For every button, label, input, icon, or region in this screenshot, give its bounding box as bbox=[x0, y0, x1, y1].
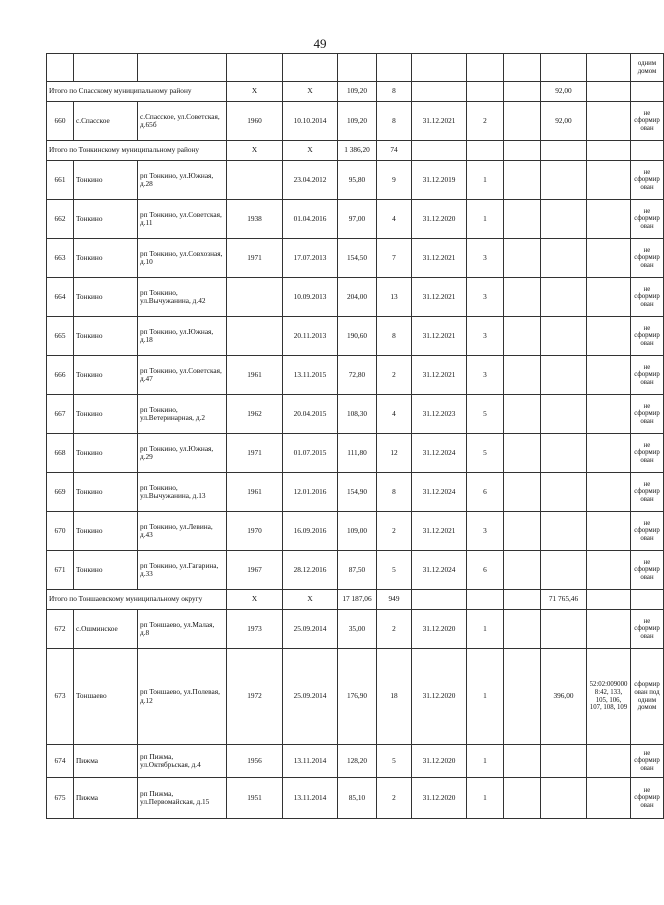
cell-note: одним домом bbox=[631, 54, 664, 82]
page-number: 49 bbox=[313, 36, 327, 51]
cell-people: 5 bbox=[377, 551, 412, 590]
cell-year: X bbox=[227, 141, 283, 161]
cell-land-area: 92,00 bbox=[541, 102, 587, 141]
table-row bbox=[47, 239, 664, 278]
cell-empty bbox=[504, 161, 541, 200]
cell-empty bbox=[504, 473, 541, 512]
cell-area: 128,20 bbox=[338, 745, 377, 778]
cell-settlement: Тонкино bbox=[74, 200, 138, 239]
cell-number: 664 bbox=[47, 278, 74, 317]
cell-people: 2 bbox=[377, 356, 412, 395]
cell-number: 663 bbox=[47, 239, 74, 278]
cell-land-area bbox=[541, 551, 587, 590]
cell-date: 10.10.2014 bbox=[283, 102, 338, 141]
cell-term: 31.12.2023 bbox=[412, 395, 467, 434]
cell-empty bbox=[504, 551, 541, 590]
cell-stage: 3 bbox=[467, 512, 504, 551]
cell-land-area bbox=[541, 200, 587, 239]
cell-cadastral bbox=[587, 161, 631, 200]
cell-stage: 1 bbox=[467, 610, 504, 649]
cell-cadastral bbox=[587, 317, 631, 356]
cell-cadastral bbox=[587, 102, 631, 141]
cell-number: 669 bbox=[47, 473, 74, 512]
cell-land-area bbox=[541, 395, 587, 434]
cell-note: не сформирован bbox=[631, 512, 664, 551]
cell-year: X bbox=[227, 590, 283, 610]
cell-number: 666 bbox=[47, 356, 74, 395]
cell-note bbox=[631, 590, 664, 610]
cell-date: X bbox=[283, 590, 338, 610]
cell-stage: 1 bbox=[467, 200, 504, 239]
cell-note: сформирован под одним домом bbox=[631, 649, 664, 745]
cell-note: не сформирован bbox=[631, 551, 664, 590]
total-row bbox=[47, 590, 664, 610]
cell-address: с.Спасское, ул.Советская, д.65б bbox=[138, 102, 227, 141]
cell-term: 31.12.2020 bbox=[412, 745, 467, 778]
cell-note: не сформирован bbox=[631, 317, 664, 356]
cell-year: 1961 bbox=[227, 356, 283, 395]
cell-land-area bbox=[541, 778, 587, 819]
cell-area: 35,00 bbox=[338, 610, 377, 649]
cell-address: рп Тонкино, ул.Советская, д.47 bbox=[138, 356, 227, 395]
cell-settlement: Тонкино bbox=[74, 512, 138, 551]
cell-stage: 3 bbox=[467, 239, 504, 278]
cell-cadastral bbox=[587, 141, 631, 161]
cell-settlement: Тонкино bbox=[74, 356, 138, 395]
cell-term: 31.12.2020 bbox=[412, 649, 467, 745]
cell-note: не сформирован bbox=[631, 239, 664, 278]
cell-year: X bbox=[227, 82, 283, 102]
table-row bbox=[47, 434, 664, 473]
cell-settlement: с.Ошминское bbox=[74, 610, 138, 649]
cell-cadastral: 52:02:0090008:42, 133, 105, 106, 107, 108, 109 bbox=[587, 649, 631, 745]
cell-area: 190,60 bbox=[338, 317, 377, 356]
cell-address: рп Пижма, ул.Октябрьская, д.4 bbox=[138, 745, 227, 778]
cell-people: 12 bbox=[377, 434, 412, 473]
cell-empty bbox=[504, 649, 541, 745]
table-row bbox=[47, 551, 664, 590]
cell-note: не сформирован bbox=[631, 161, 664, 200]
cell-empty bbox=[504, 356, 541, 395]
table-row bbox=[47, 278, 664, 317]
cell-land-area bbox=[541, 141, 587, 161]
cell-note: не сформирован bbox=[631, 778, 664, 819]
cell-stage: 1 bbox=[467, 745, 504, 778]
cell-note: не сформирован bbox=[631, 395, 664, 434]
cell-settlement: Тонкино bbox=[74, 239, 138, 278]
cell-number: 667 bbox=[47, 395, 74, 434]
cell-cadastral bbox=[587, 745, 631, 778]
cell-people: 949 bbox=[377, 590, 412, 610]
cell-year: 1972 bbox=[227, 649, 283, 745]
cell-address: рп Пижма, ул.Первомайская, д.15 bbox=[138, 778, 227, 819]
cell-people: 4 bbox=[377, 395, 412, 434]
cell-date: 13.11.2014 bbox=[283, 745, 338, 778]
cell-area: 85,10 bbox=[338, 778, 377, 819]
cell-cadastral bbox=[587, 590, 631, 610]
table-row bbox=[47, 317, 664, 356]
cell-stage: 3 bbox=[467, 278, 504, 317]
cell-settlement: Пижма bbox=[74, 778, 138, 819]
cell-year: 1971 bbox=[227, 434, 283, 473]
cell-number: 662 bbox=[47, 200, 74, 239]
cell-note: не сформирован bbox=[631, 473, 664, 512]
cell-year: 1961 bbox=[227, 473, 283, 512]
cell-settlement: Тонкино bbox=[74, 434, 138, 473]
cell-date: 28.12.2016 bbox=[283, 551, 338, 590]
table-row bbox=[47, 778, 664, 819]
table-row bbox=[47, 512, 664, 551]
cell-term: 31.12.2024 bbox=[412, 473, 467, 512]
cell-area: 95,80 bbox=[338, 161, 377, 200]
cell-empty bbox=[504, 82, 541, 102]
cell-area: 109,00 bbox=[338, 512, 377, 551]
cell-number: 665 bbox=[47, 317, 74, 356]
cell-cadastral bbox=[587, 200, 631, 239]
cell-note: не сформирован bbox=[631, 200, 664, 239]
cell-empty bbox=[504, 278, 541, 317]
cell-address: рп Тонкино, ул.Совхозная, д.10 bbox=[138, 239, 227, 278]
cell-cadastral bbox=[587, 778, 631, 819]
cell-stage: 1 bbox=[467, 778, 504, 819]
cell-area: 1 386,20 bbox=[338, 141, 377, 161]
cell-address: рп Тонкино, ул.Советская, д.11 bbox=[138, 200, 227, 239]
table-row-continuation bbox=[47, 54, 664, 82]
cell-address: рп Тонкино, ул.Вычужанина, д.13 bbox=[138, 473, 227, 512]
cell-land-area bbox=[541, 610, 587, 649]
cell-year: 1960 bbox=[227, 102, 283, 141]
cell-date: 01.07.2015 bbox=[283, 434, 338, 473]
cell-note bbox=[631, 141, 664, 161]
cell-term: 31.12.2024 bbox=[412, 551, 467, 590]
cell-cadastral bbox=[587, 82, 631, 102]
cell-term: 31.12.2021 bbox=[412, 102, 467, 141]
cell-empty bbox=[504, 745, 541, 778]
cell-term: 31.12.2021 bbox=[412, 317, 467, 356]
cell-stage: 6 bbox=[467, 473, 504, 512]
cell-land-area bbox=[541, 161, 587, 200]
cell-settlement: Пижма bbox=[74, 745, 138, 778]
cell-stage bbox=[467, 141, 504, 161]
cell-people: 2 bbox=[377, 610, 412, 649]
cell-settlement: Тонкино bbox=[74, 551, 138, 590]
cell-number: 670 bbox=[47, 512, 74, 551]
cell-date: 16.09.2016 bbox=[283, 512, 338, 551]
cell-land-area bbox=[541, 434, 587, 473]
cell-stage: 2 bbox=[467, 102, 504, 141]
cell-year: 1956 bbox=[227, 745, 283, 778]
cell-people: 8 bbox=[377, 82, 412, 102]
cell-people: 4 bbox=[377, 200, 412, 239]
cell-term: 31.12.2020 bbox=[412, 778, 467, 819]
cell-people: 74 bbox=[377, 141, 412, 161]
cell-note: не сформирован bbox=[631, 610, 664, 649]
housing-table bbox=[46, 53, 664, 819]
cell-address: рп Тонкино, ул.Южная, д.18 bbox=[138, 317, 227, 356]
cell-date: 01.04.2016 bbox=[283, 200, 338, 239]
total-label: Итого по Тонкинскому муниципальному району bbox=[47, 141, 227, 161]
cell-cadastral bbox=[587, 473, 631, 512]
cell-date: 13.11.2014 bbox=[283, 778, 338, 819]
total-row bbox=[47, 82, 664, 102]
cell-date: 17.07.2013 bbox=[283, 239, 338, 278]
cell-area: 72,80 bbox=[338, 356, 377, 395]
cell-land-area: 396,00 bbox=[541, 649, 587, 745]
cell-land-area bbox=[541, 745, 587, 778]
cell-term bbox=[412, 82, 467, 102]
cell-area: 17 187,06 bbox=[338, 590, 377, 610]
cell-year: 1970 bbox=[227, 512, 283, 551]
cell-land-area bbox=[541, 317, 587, 356]
cell-term: 31.12.2024 bbox=[412, 434, 467, 473]
cell-cadastral bbox=[587, 512, 631, 551]
table-row bbox=[47, 161, 664, 200]
cell-number: 671 bbox=[47, 551, 74, 590]
cell-land-area bbox=[541, 239, 587, 278]
cell-people: 7 bbox=[377, 239, 412, 278]
cell-address: рп Тонкино, ул.Южная, д.29 bbox=[138, 434, 227, 473]
cell-stage: 3 bbox=[467, 356, 504, 395]
cell-date: 10.09.2013 bbox=[283, 278, 338, 317]
cell-address: рп Тоншаево, ул.Полевая, д.12 bbox=[138, 649, 227, 745]
cell-settlement: с.Спасское bbox=[74, 102, 138, 141]
cell-people: 9 bbox=[377, 161, 412, 200]
cell-empty bbox=[504, 778, 541, 819]
table-row bbox=[47, 473, 664, 512]
table-row bbox=[47, 610, 664, 649]
cell-year: 1951 bbox=[227, 778, 283, 819]
cell-land-area: 92,00 bbox=[541, 82, 587, 102]
cell-stage: 5 bbox=[467, 434, 504, 473]
cell-area: 176,90 bbox=[338, 649, 377, 745]
cell-settlement: Тонкино bbox=[74, 161, 138, 200]
cell-year bbox=[227, 278, 283, 317]
cell-area: 154,90 bbox=[338, 473, 377, 512]
cell-area: 109,20 bbox=[338, 82, 377, 102]
cell-people: 2 bbox=[377, 778, 412, 819]
cell-term: 31.12.2021 bbox=[412, 512, 467, 551]
cell-cadastral bbox=[587, 395, 631, 434]
cell-stage bbox=[467, 590, 504, 610]
cell-stage: 3 bbox=[467, 317, 504, 356]
cell-year: 1971 bbox=[227, 239, 283, 278]
cell-stage: 1 bbox=[467, 161, 504, 200]
cell-address: рп Тонкино, ул.Южная, д.28 bbox=[138, 161, 227, 200]
cell-area: 204,00 bbox=[338, 278, 377, 317]
cell-empty bbox=[504, 239, 541, 278]
cell-stage: 6 bbox=[467, 551, 504, 590]
cell-empty bbox=[504, 102, 541, 141]
cell-address: рп Тонкино, ул.Левина, д.43 bbox=[138, 512, 227, 551]
cell-term: 31.12.2020 bbox=[412, 200, 467, 239]
cell-term: 31.12.2021 bbox=[412, 278, 467, 317]
cell-note: не сформирован bbox=[631, 356, 664, 395]
cell-cadastral bbox=[587, 610, 631, 649]
cell-empty bbox=[504, 141, 541, 161]
cell-date: 23.04.2012 bbox=[283, 161, 338, 200]
cell-date: 20.04.2015 bbox=[283, 395, 338, 434]
cell-settlement: Тонкино bbox=[74, 473, 138, 512]
cell-people: 8 bbox=[377, 317, 412, 356]
cell-date: 25.09.2014 bbox=[283, 649, 338, 745]
cell-area: 108,30 bbox=[338, 395, 377, 434]
cell-settlement: Тонкино bbox=[74, 395, 138, 434]
cell-number: 660 bbox=[47, 102, 74, 141]
cell-settlement: Тонкино bbox=[74, 278, 138, 317]
cell-year: 1962 bbox=[227, 395, 283, 434]
cell-area: 109,20 bbox=[338, 102, 377, 141]
cell-area: 87,50 bbox=[338, 551, 377, 590]
cell-settlement: Тонкино bbox=[74, 317, 138, 356]
total-label: Итого по Тоншаевскому муниципальному округу bbox=[47, 590, 227, 610]
cell-date: X bbox=[283, 82, 338, 102]
table-row bbox=[47, 395, 664, 434]
cell-stage: 1 bbox=[467, 649, 504, 745]
cell-people: 18 bbox=[377, 649, 412, 745]
cell-people: 8 bbox=[377, 473, 412, 512]
cell-people: 13 bbox=[377, 278, 412, 317]
cell-note bbox=[631, 82, 664, 102]
cell-land-area: 71 765,46 bbox=[541, 590, 587, 610]
cell-address: рп Тонкино, ул.Ветеринарная, д.2 bbox=[138, 395, 227, 434]
cell-number: 674 bbox=[47, 745, 74, 778]
cell-cadastral bbox=[587, 278, 631, 317]
cell-stage bbox=[467, 82, 504, 102]
cell-number: 668 bbox=[47, 434, 74, 473]
table-row bbox=[47, 649, 664, 745]
cell-year: 1938 bbox=[227, 200, 283, 239]
cell-address: рп Тоншаево, ул.Малая, д.8 bbox=[138, 610, 227, 649]
table-row bbox=[47, 200, 664, 239]
cell-note: не сформирован bbox=[631, 434, 664, 473]
cell-date: 13.11.2015 bbox=[283, 356, 338, 395]
cell-address: рп Тонкино, ул.Вычужанина, д.42 bbox=[138, 278, 227, 317]
cell-term: 31.12.2020 bbox=[412, 610, 467, 649]
cell-term: 31.12.2021 bbox=[412, 356, 467, 395]
cell-term bbox=[412, 141, 467, 161]
cell-empty bbox=[504, 434, 541, 473]
cell-empty bbox=[504, 395, 541, 434]
cell-term: 31.12.2021 bbox=[412, 239, 467, 278]
cell-empty bbox=[504, 512, 541, 551]
cell-people: 2 bbox=[377, 512, 412, 551]
cell-area: 97,00 bbox=[338, 200, 377, 239]
cell-area: 111,80 bbox=[338, 434, 377, 473]
cell-empty bbox=[504, 590, 541, 610]
cell-year bbox=[227, 161, 283, 200]
cell-date: 12.01.2016 bbox=[283, 473, 338, 512]
table-row bbox=[47, 102, 664, 141]
cell-area: 154,50 bbox=[338, 239, 377, 278]
cell-cadastral bbox=[587, 356, 631, 395]
cell-year: 1967 bbox=[227, 551, 283, 590]
total-row bbox=[47, 141, 664, 161]
cell-note: не сформирован bbox=[631, 745, 664, 778]
cell-empty bbox=[504, 317, 541, 356]
cell-stage: 5 bbox=[467, 395, 504, 434]
cell-number: 675 bbox=[47, 778, 74, 819]
cell-cadastral bbox=[587, 434, 631, 473]
cell-term bbox=[412, 590, 467, 610]
cell-number: 673 bbox=[47, 649, 74, 745]
cell-note: не сформирован bbox=[631, 102, 664, 141]
cell-land-area bbox=[541, 512, 587, 551]
cell-land-area bbox=[541, 278, 587, 317]
cell-number: 672 bbox=[47, 610, 74, 649]
cell-year: 1973 bbox=[227, 610, 283, 649]
table-row bbox=[47, 356, 664, 395]
cell-date: 25.09.2014 bbox=[283, 610, 338, 649]
table-row bbox=[47, 745, 664, 778]
cell-cadastral bbox=[587, 551, 631, 590]
cell-year bbox=[227, 317, 283, 356]
cell-empty bbox=[504, 610, 541, 649]
cell-date: 20.11.2013 bbox=[283, 317, 338, 356]
cell-cadastral bbox=[587, 239, 631, 278]
cell-address: рп Тонкино, ул.Гагарина, д.33 bbox=[138, 551, 227, 590]
table-body bbox=[47, 54, 664, 819]
cell-land-area bbox=[541, 473, 587, 512]
cell-people: 5 bbox=[377, 745, 412, 778]
cell-settlement: Тоншаево bbox=[74, 649, 138, 745]
cell-empty bbox=[504, 200, 541, 239]
cell-date: X bbox=[283, 141, 338, 161]
cell-people: 8 bbox=[377, 102, 412, 141]
cell-number: 661 bbox=[47, 161, 74, 200]
cell-term: 31.12.2019 bbox=[412, 161, 467, 200]
cell-note: не сформирован bbox=[631, 278, 664, 317]
total-label: Итого по Спасскому муниципальному району bbox=[47, 82, 227, 102]
cell-land-area bbox=[541, 356, 587, 395]
